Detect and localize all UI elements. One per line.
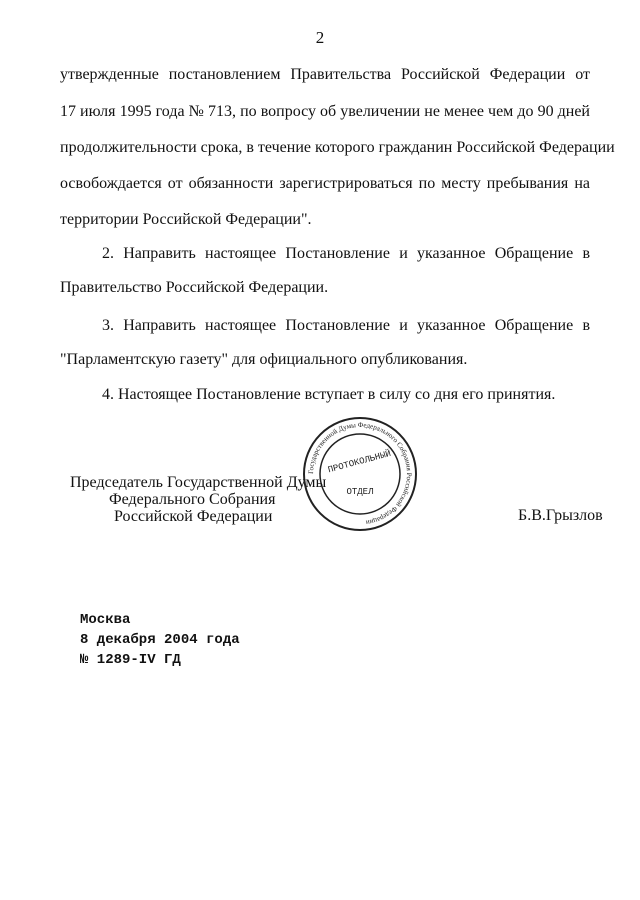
signer-title-line-1: Председатель Государственной Думы bbox=[70, 474, 327, 491]
stamp-center-top: ПРОТОКОЛЬНЫЙ bbox=[326, 448, 393, 476]
paragraph-1-line-1: утвержденные постановлением Правительства Российской Федерации от bbox=[60, 66, 590, 83]
stamp-center-bottom: ОТДЕЛ bbox=[346, 487, 374, 497]
signer-title-line-2: Федерального Собрания bbox=[109, 491, 276, 508]
paragraph-3-line-2: "Парламентскую газету" для официального опубликования. bbox=[60, 351, 468, 368]
paragraph-1-line-2: 17 июля 1995 года № 713, по вопросу об увеличении не менее чем до 90 дней bbox=[60, 103, 590, 120]
date: 8 декабря 2004 года bbox=[80, 632, 240, 648]
document-number: № 1289-IV ГД bbox=[80, 652, 181, 668]
signer-title-line-3: Российской Федерации bbox=[114, 508, 273, 525]
paragraph-1-line-3: продолжительности срока, в течение которого гражданин Российской Федерации bbox=[60, 139, 615, 156]
stamp-outer-text: Государственной Думы Федерального Собрания Российской Федерации bbox=[306, 420, 414, 527]
paragraph-2-line-2: Правительство Российской Федерации. bbox=[60, 279, 329, 296]
city: Москва bbox=[80, 612, 131, 628]
signer-name: Б.В.Грызлов bbox=[518, 507, 603, 524]
page-number: 2 bbox=[315, 28, 325, 47]
paragraph-4-line-1: 4. Настоящее Постановление вступает в силу со дня его принятия. bbox=[102, 386, 556, 403]
paragraph-1-line-4: освобождается от обязанности зарегистрироваться по месту пребывания на bbox=[60, 175, 590, 192]
paragraph-2-line-1: 2. Направить настоящее Постановление и указанное Обращение в bbox=[102, 245, 590, 262]
paragraph-1-line-5: территории Российской Федерации". bbox=[60, 211, 312, 228]
paragraph-3-line-1: 3. Направить настоящее Постановление и указанное Обращение в bbox=[102, 317, 590, 334]
